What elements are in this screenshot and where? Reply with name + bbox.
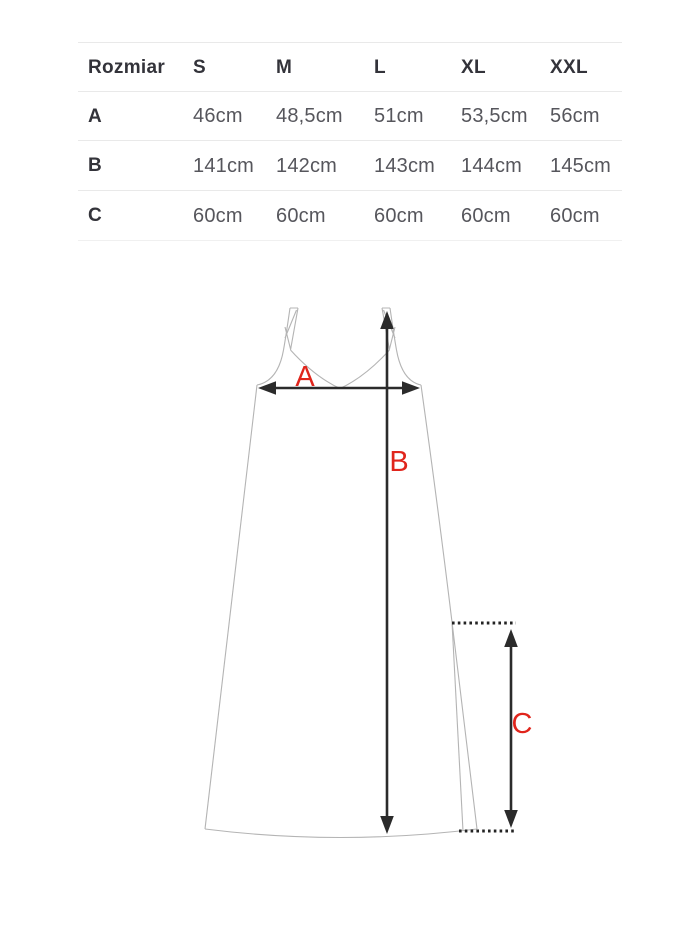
value-b-xxl: 145cm (550, 154, 612, 177)
measure-arrow-a (258, 381, 420, 395)
column-header-rozmiar: Rozmiar (88, 56, 166, 78)
column-header-size-l: L (374, 56, 386, 78)
value-b-m: 142cm (276, 154, 338, 177)
value-a-xl: 53,5cm (461, 105, 528, 127)
value-c-m: 60cm (276, 204, 326, 227)
measure-label-b: B (389, 446, 409, 478)
column-header-size-s: S (193, 56, 206, 78)
armhole-right (397, 350, 422, 385)
armhole-left (257, 350, 284, 385)
measure-arrow-b (380, 311, 394, 834)
column-header-size-xxl: XXL (550, 56, 588, 78)
value-a-l: 51cm (374, 105, 424, 127)
measure-label-c: C (511, 708, 533, 740)
row-label-c: C (88, 205, 103, 226)
value-a-s: 46cm (193, 105, 243, 127)
row-label-b: B (88, 155, 103, 176)
column-header-size-m: M (276, 56, 293, 78)
value-a-m: 48,5cm (276, 105, 343, 127)
row-label-a: A (88, 105, 103, 127)
measure-label-a: A (295, 361, 315, 393)
value-c-s: 60cm (193, 204, 243, 227)
column-header-size-xl: XL (461, 56, 486, 78)
slit-line (452, 622, 463, 831)
value-a-xxl: 56cm (550, 105, 600, 127)
value-c-l: 60cm (374, 204, 424, 227)
side-seam-right (421, 385, 477, 829)
value-b-xl: 144cm (461, 154, 523, 177)
value-b-s: 141cm (193, 154, 255, 177)
value-c-xl: 60cm (461, 204, 511, 227)
strap-left (284, 308, 299, 350)
value-c-xxl: 60cm (550, 204, 600, 227)
side-seam-left (205, 385, 257, 829)
hem (205, 829, 477, 838)
value-b-l: 143cm (374, 154, 436, 177)
